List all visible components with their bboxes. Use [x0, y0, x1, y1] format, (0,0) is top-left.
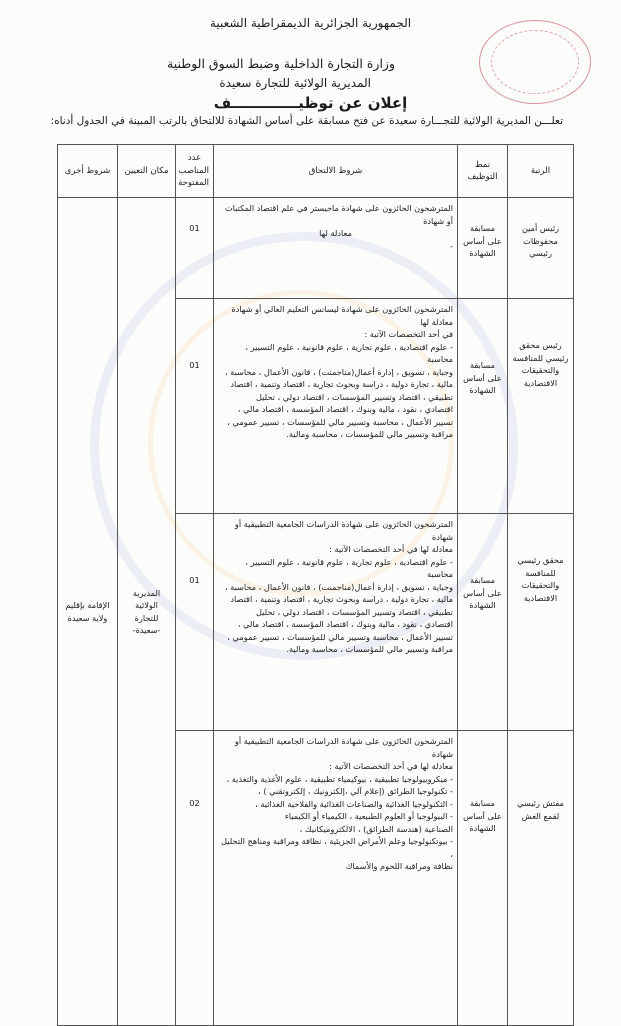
conditions-cell — [214, 731, 458, 1026]
posts-cell: 02 — [176, 731, 214, 1026]
condition-line: اقتصادي ، نقود ، مالية وبنوك ، اقتصاد المؤسسة ، اقتصاد مالي ، — [237, 619, 453, 629]
posts-cell: 01 — [176, 299, 214, 514]
condition-line: مراقبة وتسيير مالي للمؤسسات ، محاسبة ومالية. — [286, 644, 453, 654]
condition-line: في أحد التخصصات الآتية : — [364, 329, 453, 339]
mode-cell: مسابقة على أساس الشهادة — [458, 731, 508, 1026]
official-stamp-inner — [491, 30, 579, 94]
condition-line: المترشحون الحائزون على شهادة الدراسات الجامعية التطبيقية أو شهادة — [234, 519, 453, 542]
location-cell: المديرية الولائية للتجارة -سعيدة- — [118, 198, 176, 1026]
condition-line: مراقبة وتسيير مالي للمؤسسات ، محاسبة ومالية. — [286, 429, 453, 439]
condition-line: المترشحون الحائزون على شهادة الدراسات الجامعية التطبيقية أو شهادة — [234, 736, 453, 759]
col-header-conditions: شروط الالتحاق — [214, 145, 458, 198]
condition-line: وجباية ، تسويق ، إدارة أعمال(مناجمنت) ، قانون الأعمال ، محاسبة ، — [224, 366, 453, 377]
conditions-cell — [214, 514, 458, 731]
rank-cell: مفتش رئيسي لقمع الغش — [508, 731, 574, 1026]
condition-line: تسيير الأعمال ، محاسبة وتسيير مالي للمؤسسات ، تسيير عمومي ، — [227, 416, 453, 427]
conditions-cell — [214, 198, 458, 299]
condition-line: مالية ، تجارة دولية ، دراسة وبحوث تجارية ، اقتصاد وتنمية ، اقتصاد — [230, 594, 453, 604]
announcement-title: إعلان عن توظيـــــــــــــف — [213, 94, 408, 112]
condition-line: معادلة لها — [319, 228, 352, 238]
other-conditions-cell: الإقامة بإقليم ولاية سعيدة — [58, 198, 118, 1026]
posts-cell: 01 — [176, 514, 214, 731]
col-header-other: شروط أخرى — [58, 145, 118, 198]
condition-line: - البيولوجيا أو العلوم الطبيعية ، الكيمياء أو الكيمياء — [284, 811, 453, 821]
condition-line: اقتصادي ، نقود ، مالية وبنوك ، اقتصاد المؤسسة ، اقتصاد مالي ، — [237, 404, 453, 414]
condition-line: الصناعية (هندسة الطرائق) ، الالكتروميكانيك ، — [299, 823, 453, 834]
col-header-posts: عدد المناصب المفتوحة — [176, 145, 214, 198]
conditions-cell — [214, 299, 458, 514]
table-row — [58, 198, 574, 299]
condition-line: مالية ، تجارة دولية ، دراسة وبحوث تجارية ، اقتصاد وتنمية ، اقتصاد — [230, 379, 453, 389]
rank-cell: رئيس محقق رئيسي للمنافسة والتحقيقات الاقتصادية — [508, 299, 574, 514]
condition-line: - علوم اقتصادية ، علوم تجارية ، علوم قانونية ، علوم التسيير ، محاسبة — [245, 556, 453, 579]
directorate-heading: المديرية الولائية للتجارة سعيدة — [219, 76, 371, 90]
col-header-location: مكان التعيين — [118, 145, 176, 198]
posts-cell: 01 — [176, 198, 214, 299]
rank-cell: رئيس أمين محفوظات رئيسي — [508, 198, 574, 299]
col-header-rank: الرتبة — [508, 145, 574, 198]
condition-line: نظافة ومراقبة اللحوم والأسماك — [345, 861, 453, 871]
mode-cell: مسابقة على أساس الشهادة — [458, 514, 508, 731]
condition-line: تسيير الأعمال ، محاسبة وتسيير مالي للمؤسسات ، تسيير عمومي ، — [227, 631, 453, 642]
col-header-mode: نمط التوظيف — [458, 145, 508, 198]
condition-line: - — [450, 240, 453, 251]
page-bottom-margin — [0, 1000, 621, 1024]
condition-line: - تكنولوجيا الطرائق (إعلام آلي ،إلكترونيك ، إلكتروتقني ) ، — [258, 786, 453, 796]
condition-line: المترشحون الحائزون على شهادة ماجيستر في علم اقتصاد المكتبات أو شهادة — [224, 203, 453, 226]
announcement-intro: تعلـــن المديرية الولائية للتجـــارة سعيدة عن فتح مسابقة على أساس الشهادة للالتحاق بالرتب المبينة في الجدول أدناه: — [50, 115, 563, 127]
ministry-heading: وزارة التجارة الداخلية وضبط السوق الوطنية — [167, 56, 395, 71]
recruitment-table — [57, 144, 574, 1026]
mode-cell: مسابقة على أساس الشهادة — [458, 198, 508, 299]
table-header-row — [58, 145, 574, 198]
condition-line: المترشحون الحائزون على شهادة ليسانس التعليم العالي أو شهادة معادلة لها — [231, 304, 453, 327]
condition-line: معادلة لها في أحد التخصصات الآتية : — [329, 544, 453, 554]
condition-line: - بيوتكنولوجيا وعلم الأمراض الجزيئية ، نظافة ومراقبة ومناهج التحليل ، — [221, 836, 453, 859]
rank-cell: محقق رئيسي للمنافسة والتحقيقات الاقتصادية — [508, 514, 574, 731]
condition-line: معادلة لها في أحد التخصصات الآتية : — [329, 761, 453, 771]
republic-heading: الجمهورية الجزائرية الديمقراطية الشعبية — [209, 16, 412, 30]
condition-line: تطبيقي ، اقتصاد وتسيير المؤسسات ، اقتصاد دولي ، تحليل — [255, 606, 453, 617]
condition-line: وجباية ، تسويق ، إدارة أعمال(مناجمنت) ، قانون الأعمال ، محاسبة ، — [224, 581, 453, 592]
condition-line: - علوم اقتصادية ، علوم تجارية ، علوم قانونية ، علوم التسيير ، محاسبة — [245, 341, 453, 364]
mode-cell: مسابقة على أساس الشهادة — [458, 299, 508, 514]
condition-line: تطبيقي ، اقتصاد وتسيير المؤسسات ، اقتصاد دولي ، تحليل — [255, 391, 453, 402]
condition-line: - ميكروبيولوجيا تطبيقية ، بيوكيمياء تطبيقية ، علوم الأغذية والتغذية ، — [226, 773, 453, 784]
condition-line: - التكنولوجيا الغذائية والصناعات الغذائية والفلاحية الغذائية ، — [255, 798, 453, 809]
